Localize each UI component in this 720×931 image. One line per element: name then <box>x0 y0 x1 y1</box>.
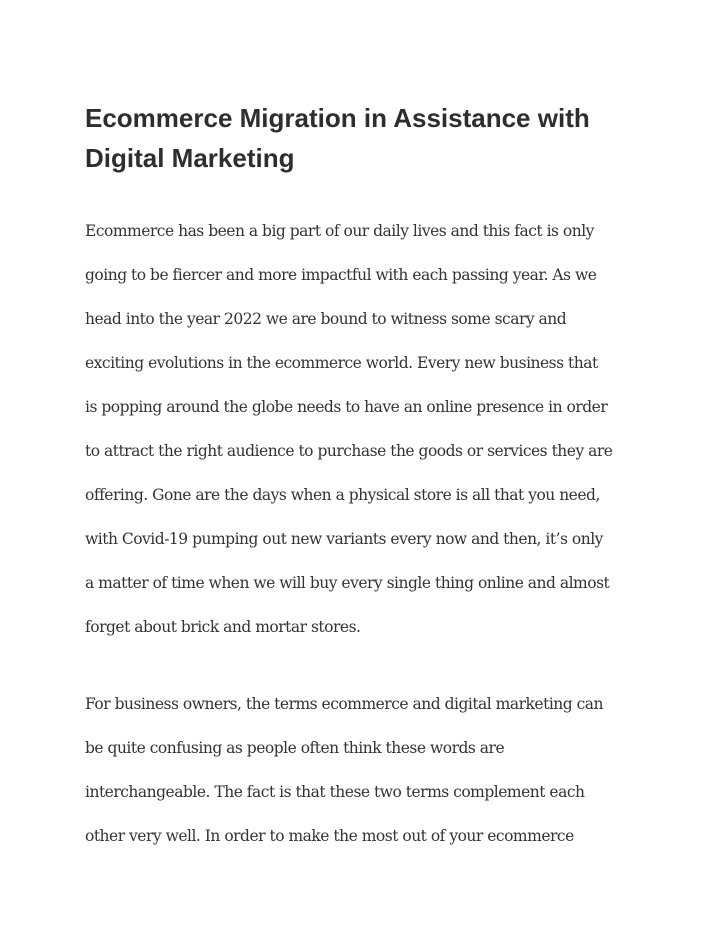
title-line: Ecommerce Migration in Assistance with <box>85 103 590 133</box>
text-line: exciting evolutions in the ecommerce world. Every new business that <box>85 354 598 372</box>
text-line: be quite confusing as people often think these words are <box>85 739 505 757</box>
text-line: is popping around the globe needs to have an online presence in order <box>85 398 608 416</box>
text-line: For business owners, the terms ecommerce and digital marketing can <box>85 695 604 713</box>
text-line: other very well. In order to make the most out of your ecommerce <box>85 827 574 845</box>
text-line: going to be fiercer and more impactful with each passing year. As we <box>85 266 597 284</box>
body-paragraph <box>85 209 685 649</box>
text-line: Ecommerce has been a big part of our daily lives and this fact is only <box>85 222 594 240</box>
text-line: offering. Gone are the days when a physical store is all that you need, <box>85 486 600 504</box>
text-line: to attract the right audience to purchase the goods or services they are <box>85 442 613 460</box>
text-line: a matter of time when we will buy every single thing online and almost <box>85 574 610 592</box>
page-title <box>85 98 665 178</box>
text-line: head into the year 2022 we are bound to witness some scary and <box>85 310 567 328</box>
text-line: forget about brick and mortar stores. <box>85 618 361 636</box>
title-line: Digital Marketing <box>85 143 295 173</box>
body-paragraph <box>85 682 685 858</box>
text-line: interchangeable. The fact is that these two terms complement each <box>85 783 585 801</box>
text-line: with Covid-19 pumping out new variants every now and then, it’s only <box>85 530 603 548</box>
